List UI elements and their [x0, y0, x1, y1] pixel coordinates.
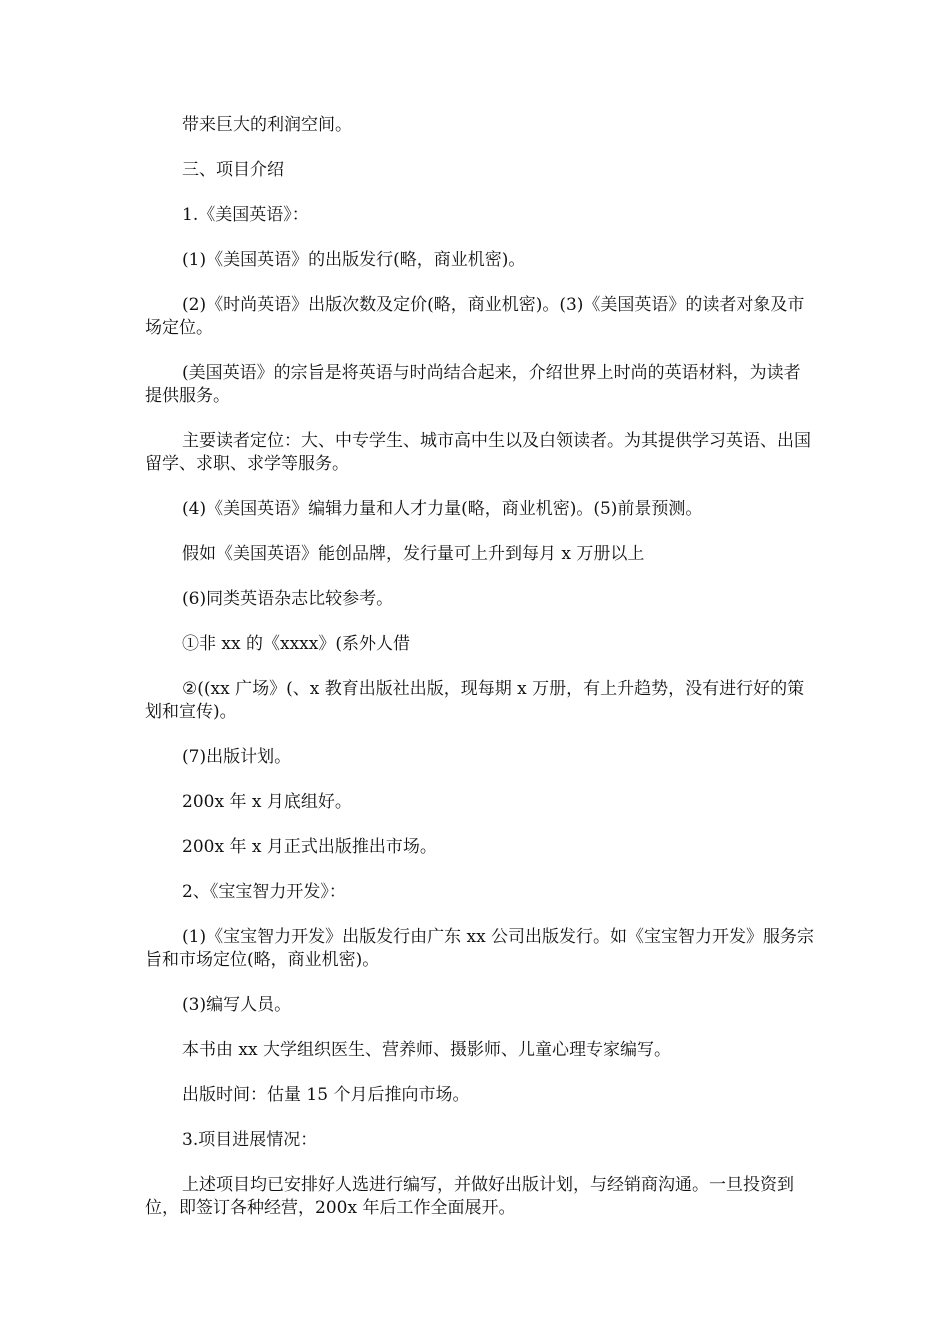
- paragraph-19: 本书由 xx 大学组织医生、营养师、摄影师、儿童心理专家编写。: [182, 1040, 671, 1060]
- document-body: [145, 114, 815, 1242]
- paragraph-20: 出版时间：估量 15 个月后推向市场。: [182, 1085, 470, 1105]
- paragraph-11: ①非 xx 的《xxxx》(系外人借: [182, 634, 410, 654]
- paragraph-9: 假如《美国英语》能创品牌，发行量可上升到每月 x 万册以上: [182, 544, 645, 564]
- subheading-american-english: 1.《美国英语》：: [182, 205, 309, 225]
- paragraph-14: 200x 年 x 月底组好。: [182, 792, 352, 812]
- paragraph-15: 200x 年 x 月正式出版推出市场。: [182, 837, 437, 857]
- paragraph-1: 带来巨大的利润空间。: [182, 115, 352, 135]
- section-heading-project-intro: 三、项目介绍: [182, 160, 284, 180]
- paragraph-5: (2)《时尚英语》出版次数及定价(略，商业机密)。(3)《美国英语》的读者对象及市场定位。: [145, 295, 805, 338]
- paragraph-4: (1)《美国英语》的出版发行(略，商业机密)。: [182, 250, 526, 270]
- paragraph-12: ②((xx 广场》(、x 教育出版社出版，现每期 x 万册，有上升趋势，没有进行好的策划和宣传)。: [145, 679, 805, 722]
- paragraph-10: (6)同类英语杂志比较参考。: [182, 589, 394, 609]
- paragraph-18: (3)编写人员。: [182, 995, 292, 1015]
- paragraph-7: 主要读者定位：大、中专学生、城市高中生以及白领读者。为其提供学习英语、出国留学、求职、求学等服务。: [145, 431, 811, 474]
- paragraph-13: (7)出版计划。: [182, 747, 292, 767]
- paragraph-22: 上述项目均已安排好人选进行编写，并做好出版计划，与经销商沟通。一旦投资到位，即签订各种经营，200x 年后工作全面展开。: [145, 1175, 794, 1218]
- subheading-baby-development: 2、《宝宝智力开发》：: [182, 882, 346, 902]
- subheading-project-progress: 3.项目进展情况：: [182, 1130, 318, 1150]
- paragraph-8: (4)《美国英语》编辑力量和人才力量(略，商业机密)。(5)前景预测。: [182, 499, 703, 519]
- paragraph-17: (1)《宝宝智力开发》出版发行由广东 xx 公司出版发行。如《宝宝智力开发》服务宗旨和市场定位(略，商业机密)。: [145, 927, 815, 970]
- paragraph-6: (美国英语》的宗旨是将英语与时尚结合起来，介绍世界上时尚的英语材料，为读者提供服务。: [145, 363, 801, 406]
